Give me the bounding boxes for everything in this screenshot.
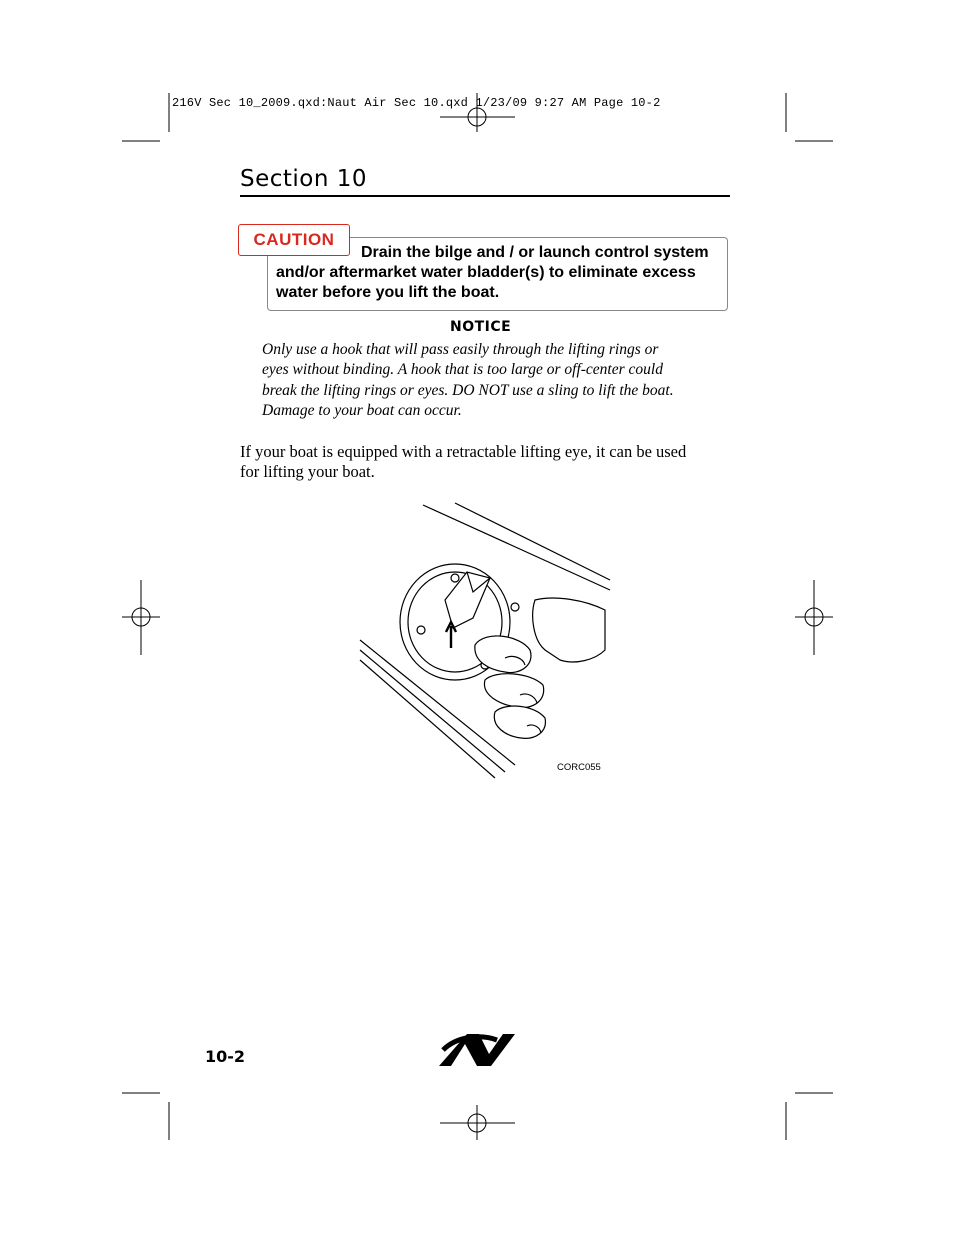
caution-text-line: Drain the bilge and / or launch control system — [361, 244, 709, 261]
nautique-n-logo-icon — [437, 1030, 523, 1068]
notice-text-line: Only use a hook that will pass easily through the lifting rings or — [262, 341, 659, 358]
page-number: 10-2 — [205, 1047, 246, 1066]
body-text-line: for lifting your boat. — [240, 462, 375, 481]
caution-text-line: and/or aftermarket water bladder(s) to eliminate excess — [276, 264, 696, 281]
notice-text-line: Damage to your boat can occur. — [262, 402, 462, 419]
caution-text-line: water before you lift the boat. — [276, 284, 500, 301]
lifting-eye-illustration — [355, 500, 615, 780]
notice-text-line: eyes without binding. A hook that is too large or off-center could — [262, 361, 663, 378]
figure-label: CORC055 — [557, 762, 601, 773]
notice-heading: NOTICE — [450, 319, 512, 335]
caution-badge: CAUTION — [238, 224, 350, 256]
body-text-line: If your boat is equipped with a retractable lifting eye, it can be used — [240, 442, 687, 461]
print-slug-line: 216V Sec 10_2009.qxd:Naut Air Sec 10.qxd 1/23/09 9:27 AM Page 10-2 — [172, 96, 661, 110]
notice-text-line: break the lifting rings or eyes. DO NOT use a sling to lift the boat. — [262, 382, 674, 399]
title-rule — [240, 195, 730, 197]
section-title: Section 10 — [240, 166, 368, 192]
